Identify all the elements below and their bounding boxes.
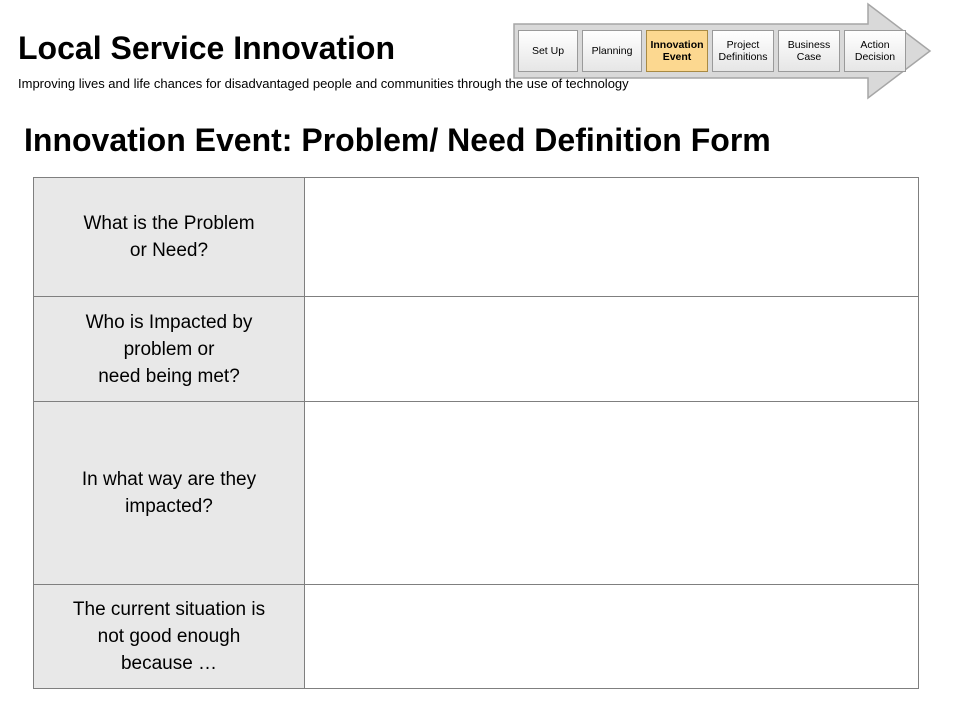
problem-answer-field[interactable] (305, 178, 919, 297)
problem-label-cell (34, 178, 305, 297)
problem-label: What is the Problem or Need? (83, 213, 255, 261)
current-situation-label-cell (34, 585, 305, 689)
form-row-problem (34, 178, 919, 297)
step-action-decision[interactable]: Action Decision (844, 30, 906, 72)
form-row-impact-way (34, 402, 919, 585)
current-situation-label: The current situation is not good enough because … (72, 599, 266, 674)
form-row-current-situation (34, 585, 919, 689)
step-project-definitions[interactable]: Project Definitions (712, 30, 774, 72)
step-innovation-event[interactable]: Innovation Event (646, 30, 708, 72)
impact-way-label-cell (34, 402, 305, 585)
impacted-label: Who is Impacted by problem or need being met? (85, 311, 253, 387)
impact-way-answer-field[interactable] (305, 402, 919, 585)
page-title: Innovation Event: Problem/ Need Definition Form (24, 122, 771, 158)
impacted-answer-field[interactable] (305, 297, 919, 402)
process-steps-bar (512, 2, 932, 100)
form-row-impacted (34, 297, 919, 402)
step-planning[interactable]: Planning (582, 30, 642, 72)
definition-form-table (33, 177, 919, 689)
impact-way-label: In what way are they impacted? (81, 469, 257, 517)
app-title: Local Service Innovation (18, 30, 395, 66)
app-subtitle: Improving lives and life chances for disadvantaged people and communities through the use of technology (18, 76, 629, 91)
step-set-up[interactable]: Set Up (518, 30, 578, 72)
impacted-label-cell (34, 297, 305, 402)
step-business-case[interactable]: Business Case (778, 30, 840, 72)
current-situation-answer-field[interactable] (305, 585, 919, 689)
